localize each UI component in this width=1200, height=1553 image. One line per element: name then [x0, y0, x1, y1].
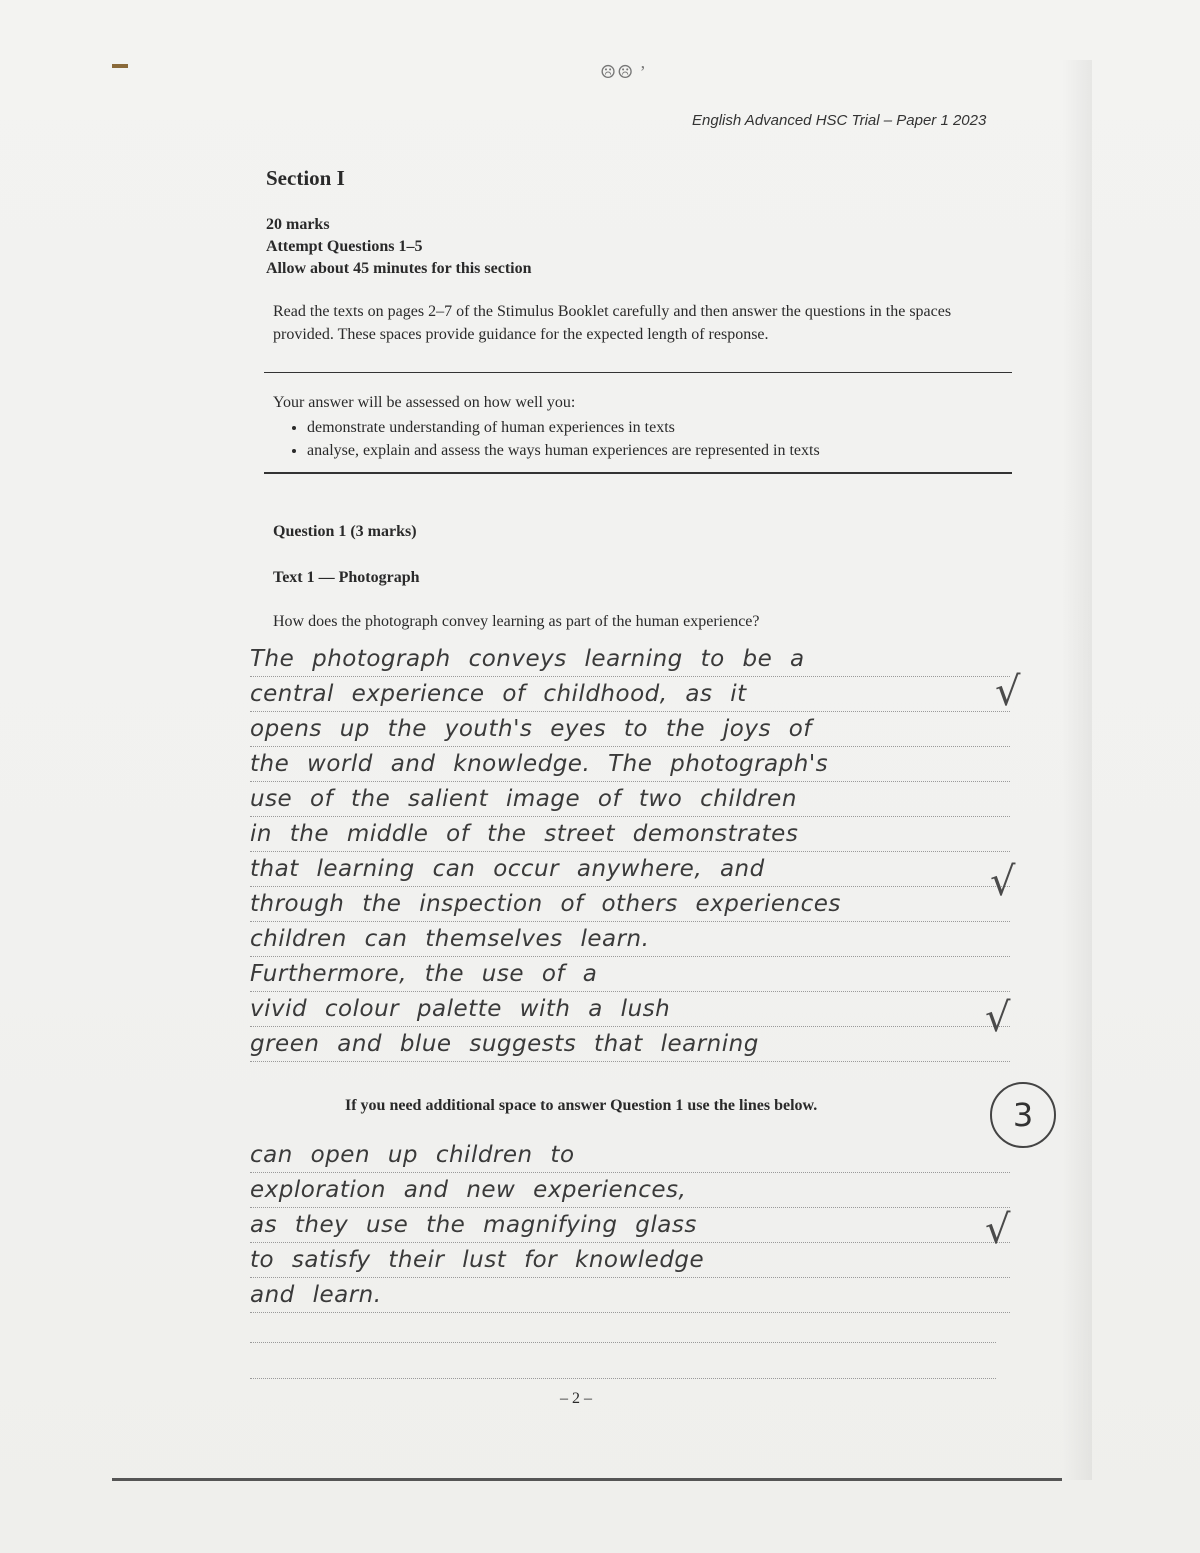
- criterion-item: • demonstrate understanding of human experiences in texts: [307, 416, 1013, 439]
- divider-bottom: [264, 472, 1012, 474]
- corner-mark: [112, 64, 128, 68]
- answer-line: opens up the youth's eyes to the joys of: [250, 712, 1010, 747]
- extra-answer-line: exploration and new experiences,: [250, 1173, 1010, 1208]
- answer-line: the world and knowledge. The photograph's: [250, 747, 1010, 782]
- question-title: Question 1 (3 marks): [273, 523, 417, 540]
- answer-line: Furthermore, the use of a: [250, 957, 1010, 992]
- answer-line: through the inspection of others experiences: [250, 887, 1010, 922]
- answer-line: use of the salient image of two children: [250, 782, 1010, 817]
- section-marks: 20 marks: [266, 216, 330, 233]
- extra-answer-line: to satisfy their lust for knowledge: [250, 1243, 1010, 1278]
- marker-tick-icon: √: [985, 1207, 1011, 1253]
- blank-answer-line: [250, 1342, 996, 1343]
- section-attempt: Attempt Questions 1–5: [266, 238, 423, 255]
- score-circle: 3: [990, 1082, 1056, 1148]
- marker-tick-icon: √: [985, 995, 1011, 1041]
- marker-tick-icon: √: [995, 669, 1021, 715]
- section-title: Section I: [266, 166, 345, 190]
- answer-line: central experience of childhood, as it: [250, 677, 1010, 712]
- section-time: Allow about 45 minutes for this section: [266, 260, 532, 277]
- answer-line: green and blue suggests that learning: [250, 1027, 1010, 1062]
- answer-line: in the middle of the street demonstrates: [250, 817, 1010, 852]
- answer-line: children can themselves learn.: [250, 922, 1010, 957]
- answer-line: that learning can occur anywhere, and: [250, 852, 1010, 887]
- paper-title: English Advanced HSC Trial – Paper 1 2023: [692, 112, 987, 129]
- scan-artifact-glyph: ☹☹ ’: [600, 62, 647, 82]
- extra-answer-line: and learn.: [250, 1278, 1010, 1313]
- scan-bottom-edge: [112, 1478, 1062, 1481]
- extra-answer-line: as they use the magnifying glass: [250, 1208, 1010, 1243]
- scan-shadow: [1062, 60, 1092, 1480]
- additional-space-title: If you need additional space to answer Question 1 use the lines below.: [345, 1097, 818, 1114]
- blank-answer-line: [250, 1378, 996, 1379]
- answer-line: The photograph conveys learning to be a: [250, 642, 1010, 677]
- question-prompt: How does the photograph convey learning as part of the human experience?: [273, 613, 760, 630]
- assessment-criteria: [273, 391, 1013, 462]
- assessment-intro: Your answer will be assessed on how well you:: [273, 394, 576, 411]
- section-instructions: Read the texts on pages 2–7 of the Stimulus Booklet carefully and then answer the questions in the spaces provided. These spaces provide guidance for the expected length of response.: [273, 303, 952, 343]
- text-title: Text 1 — Photograph: [273, 569, 420, 586]
- criterion-item: • analyse, explain and assess the ways human experiences are represented in texts: [307, 439, 1013, 462]
- section-meta: [266, 214, 532, 280]
- handwritten-answer-extra: [250, 1138, 1010, 1313]
- handwritten-answer: [250, 642, 1010, 1062]
- divider-top: [264, 372, 1012, 373]
- answer-line: vivid colour palette with a lush: [250, 992, 1010, 1027]
- page-number: – 2 –: [560, 1390, 592, 1407]
- marker-tick-icon: √: [990, 859, 1016, 905]
- extra-answer-line: can open up children to: [250, 1138, 1010, 1173]
